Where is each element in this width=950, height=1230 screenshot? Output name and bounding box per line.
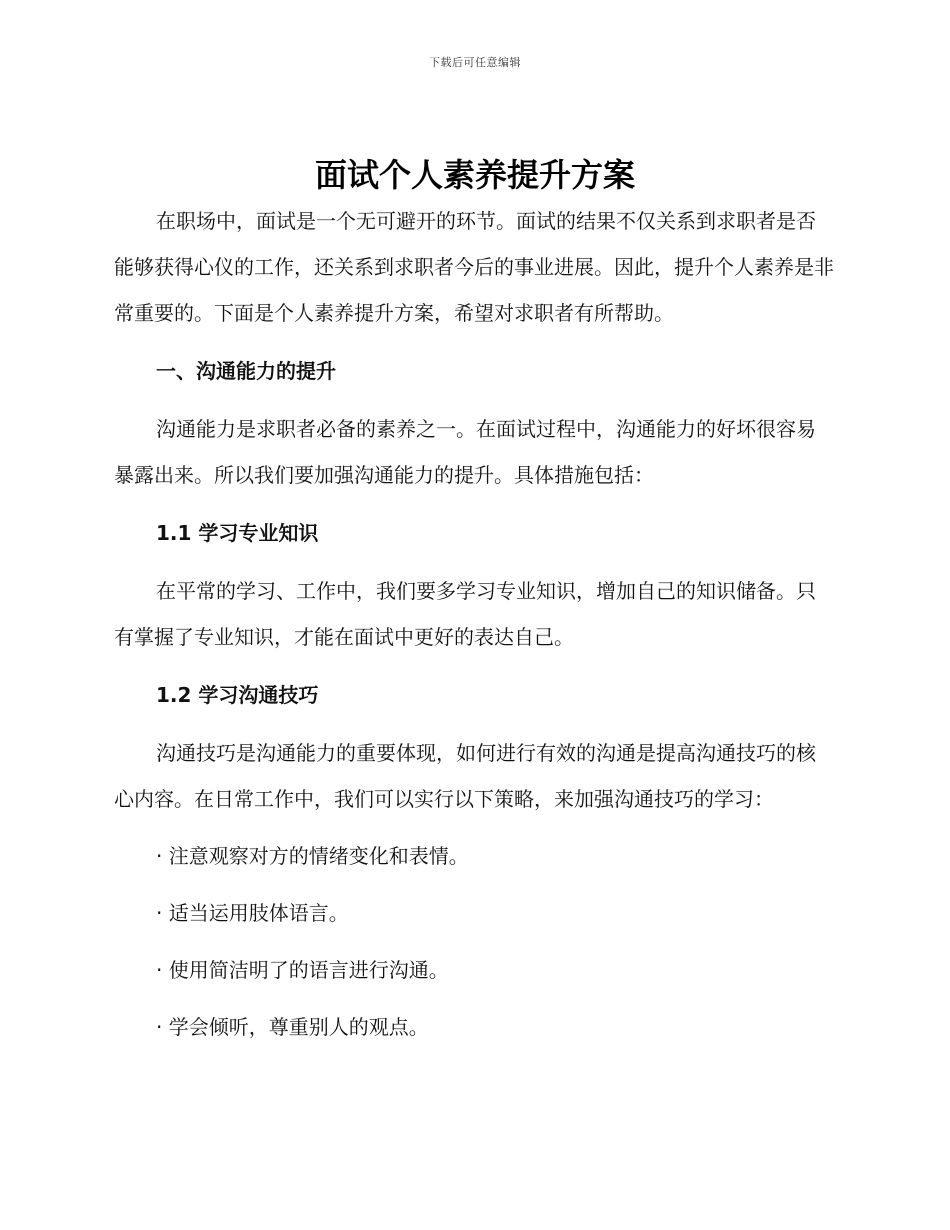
list-item: · 使用简洁明了的语言进行沟通。 xyxy=(156,958,449,982)
list-item: · 学会倾听，尊重别人的观点。 xyxy=(156,1015,429,1039)
section-paragraph-communication: 沟通能力是求职者必备的素养之一。在面试过程中，沟通能力的好坏很容易暴露出来。所以我们要加强沟通能力的提升。具体措施包括： xyxy=(114,417,816,487)
subsection-paragraph-communication-skills: 沟通技巧是沟通能力的重要体现，如何进行有效的沟通是提高沟通技巧的核心内容。在日常工作中，我们可以实行以下策略，来加强沟通技巧的学习： xyxy=(114,741,816,811)
document-title: 面试个人素养提升方案 xyxy=(314,156,635,194)
header-note: 下载后可任意编辑 xyxy=(429,56,521,69)
subsection-paragraph-professional-knowledge: 在平常的学习、工作中，我们要多学习专业知识，增加自己的知识储备。只有掌握了专业知识，才能在面试中更好的表达自己。 xyxy=(114,579,816,649)
list-item: · 注意观察对方的情绪变化和表情。 xyxy=(156,844,469,868)
section-heading-communication: 一、沟通能力的提升 xyxy=(156,359,336,383)
document-body xyxy=(114,198,834,1061)
list-item: · 适当运用肢体语言。 xyxy=(156,901,349,925)
intro-paragraph: 在职场中，面试是一个无可避开的环节。面试的结果不仅关系到求职者是否能够获得心仪的工作，还关系到求职者今后的事业进展。因此，提升个人素养是非常重要的。下面是个人素养提升方案，希望对求职者有所帮助。 xyxy=(114,209,834,325)
subsection-heading-communication-skills: 1.2 学习沟通技巧 xyxy=(156,683,319,707)
subsection-heading-professional-knowledge: 1.1 学习专业知识 xyxy=(156,521,319,545)
